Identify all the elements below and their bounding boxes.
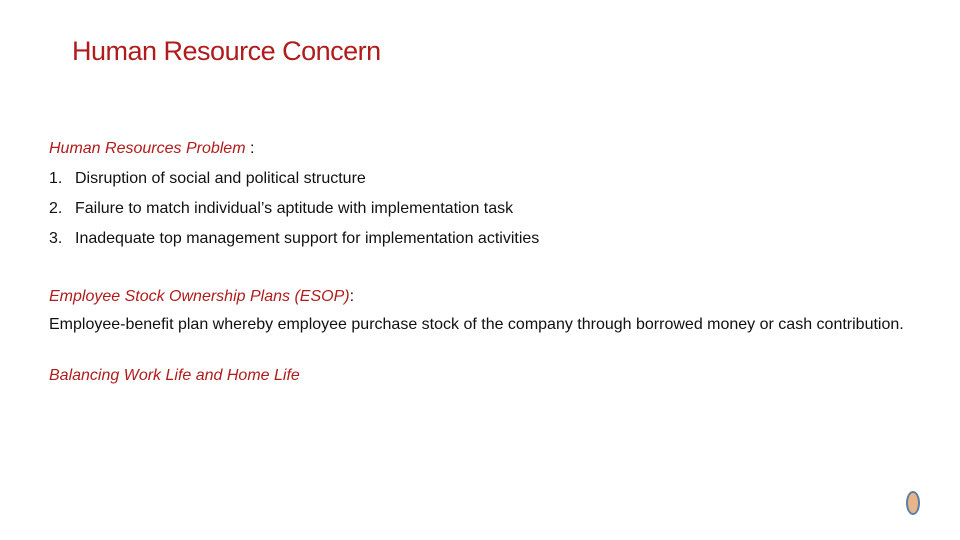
list-item xyxy=(49,194,909,224)
list-item xyxy=(49,164,909,194)
slide-content xyxy=(49,134,909,391)
list-item xyxy=(49,224,909,254)
list-item-number: 2. xyxy=(49,200,63,217)
hr-problems-heading-line xyxy=(49,134,909,164)
esop-heading: Employee Stock Ownership Plans (ESOP) xyxy=(49,288,350,305)
spacer xyxy=(49,254,909,282)
hr-problems-list xyxy=(49,164,909,254)
list-item-number: 1. xyxy=(49,170,63,187)
esop-heading-suffix: : xyxy=(349,288,355,305)
slide-number-badge-icon xyxy=(906,491,920,515)
esop-heading-line xyxy=(49,282,909,312)
balance-heading: Balancing Work Life and Home Life xyxy=(49,367,300,384)
list-item-text: Disruption of social and political structure xyxy=(75,170,366,187)
hr-problems-heading: Human Resources Problem xyxy=(49,140,246,157)
esop-description: Employee-benefit plan whereby employee purchase stock of the company through borrowed money or cash contribution. xyxy=(49,316,904,333)
list-item-text: Failure to match individual’s aptitude with implementation task xyxy=(75,200,514,217)
slide-title: Human Resource Concern xyxy=(72,36,381,66)
balance-heading-line xyxy=(49,361,909,391)
hr-problems-heading-suffix: : xyxy=(245,140,255,157)
list-item-text: Inadequate top management support for implementation activities xyxy=(75,230,540,247)
list-item-number: 3. xyxy=(49,230,63,247)
